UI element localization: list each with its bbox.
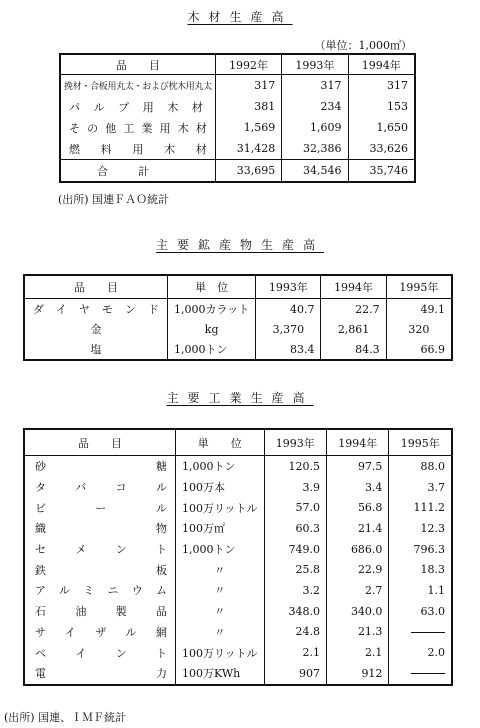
cell-unit: kg	[168, 319, 256, 339]
table-header-row	[60, 54, 415, 75]
cell-value: 1,609	[282, 117, 348, 138]
cell-value: 83.4	[256, 339, 321, 360]
cell-value: 88.0	[389, 456, 452, 477]
cell-unit: 100万リットル	[176, 642, 265, 663]
cell-unit: 1,000トン	[168, 339, 256, 360]
table-row	[24, 456, 452, 477]
cell-value: 18.3	[389, 559, 452, 580]
cell-value	[389, 622, 452, 643]
row-label: セメント	[24, 539, 176, 560]
col-header: 1992年	[215, 54, 281, 75]
cell-value: 153	[348, 96, 415, 117]
table-header-row	[24, 275, 452, 299]
industry-table	[23, 428, 453, 686]
cell-value: 25.8	[264, 559, 326, 580]
timber-title: 木材生産高	[187, 10, 293, 24]
row-label: サイザル網	[24, 622, 176, 643]
row-label: パルプ用木材	[60, 96, 215, 117]
cell-value: 60.3	[264, 518, 326, 539]
industry-title: 主要工業生産高	[166, 391, 314, 405]
cell-value: 3.4	[327, 477, 389, 498]
table-row	[24, 642, 452, 663]
row-label: 石油製品	[24, 601, 176, 622]
cell-value: 32,386	[282, 138, 348, 160]
table-row	[24, 319, 452, 339]
cell-value	[389, 663, 452, 685]
cell-value: 1,569	[215, 117, 281, 138]
cell-unit: 100万㎡	[176, 518, 265, 539]
row-label: 鉄板	[24, 559, 176, 580]
total-row	[60, 160, 415, 183]
table-row	[60, 75, 415, 97]
cell-unit: 〃	[176, 622, 265, 643]
cell-value: 24.8	[264, 622, 326, 643]
cell-value: 63.0	[389, 601, 452, 622]
col-header: 1994年	[321, 275, 386, 299]
cell-unit: 〃	[176, 559, 265, 580]
cell-value: 22.7	[321, 299, 386, 320]
cell-value: 3.7	[389, 477, 452, 498]
col-header: 単 位	[176, 429, 265, 456]
cell-value: 749.0	[264, 539, 326, 560]
col-header: 1994年	[327, 429, 389, 456]
cell-value: 2.0	[389, 642, 452, 663]
cell-value: 1,650	[348, 117, 415, 138]
col-header: 単 位	[168, 275, 256, 299]
table-row	[24, 559, 452, 580]
cell-value: 56.8	[327, 497, 389, 518]
col-header: 品 目	[24, 429, 176, 456]
cell-value: 912	[327, 663, 389, 685]
table-row	[24, 663, 452, 685]
cell-value: 381	[215, 96, 281, 117]
table-row	[60, 138, 415, 160]
timber-source: (出所) 国連ＦＡＯ統計	[58, 193, 170, 206]
row-label: 燃料用木材	[60, 138, 215, 160]
cell-value: 49.1	[386, 299, 452, 320]
cell-value: 2.1	[327, 642, 389, 663]
cell-unit: 1,000カラット	[168, 299, 256, 320]
cell-value: 348.0	[264, 601, 326, 622]
cell-value: 33,626	[348, 138, 415, 160]
cell-value: 2.7	[327, 580, 389, 601]
cell-value: 686.0	[327, 539, 389, 560]
col-header: 1995年	[389, 429, 452, 456]
cell-value: 22.9	[327, 559, 389, 580]
row-label: 電力	[24, 663, 176, 685]
table-header-row	[24, 429, 452, 456]
cell-unit: 100万リットル	[176, 497, 265, 518]
row-label: 塩	[24, 339, 168, 360]
row-label: ビール	[24, 497, 176, 518]
row-label: 挽材・合板用丸太・および枕木用丸太	[60, 75, 215, 97]
cell-value: 21.3	[327, 622, 389, 643]
no-data-dash	[411, 632, 445, 633]
row-label: ダイヤモンド	[24, 299, 168, 320]
table-row	[60, 117, 415, 138]
col-header: 1993年	[282, 54, 348, 75]
cell-unit: 〃	[176, 580, 265, 601]
table-row	[24, 477, 452, 498]
cell-value: 97.5	[327, 456, 389, 477]
row-label: その他工業用木材	[60, 117, 215, 138]
cell-value: 317	[282, 75, 348, 97]
table-row	[24, 580, 452, 601]
row-label: タバコル	[24, 477, 176, 498]
cell-value: 234	[282, 96, 348, 117]
cell-value: 21.4	[327, 518, 389, 539]
cell-value: 12.3	[389, 518, 452, 539]
table-row	[60, 96, 415, 117]
cell-value: 33,695	[215, 160, 281, 183]
table-row	[24, 518, 452, 539]
table-row	[24, 339, 452, 360]
row-label: 織物	[24, 518, 176, 539]
cell-value: 1.1	[389, 580, 452, 601]
col-header: 品 目	[24, 275, 168, 299]
cell-unit: 100万本	[176, 477, 265, 498]
cell-unit: 1,000トン	[176, 456, 265, 477]
no-data-dash	[411, 673, 445, 674]
cell-value: 57.0	[264, 497, 326, 518]
row-label: 合計	[60, 160, 215, 183]
col-header: 品 目	[60, 54, 215, 75]
cell-value: 796.3	[389, 539, 452, 560]
cell-unit: 〃	[176, 601, 265, 622]
row-label: 砂糖	[24, 456, 176, 477]
cell-value: 320	[386, 319, 452, 339]
cell-value: 111.2	[389, 497, 452, 518]
col-header: 1995年	[386, 275, 452, 299]
col-header: 1993年	[264, 429, 326, 456]
table-row	[24, 497, 452, 518]
cell-value: 317	[348, 75, 415, 97]
industry-source: (出所) 国連、ＩＭＦ統計	[4, 711, 127, 724]
cell-value: 3,370	[256, 319, 321, 339]
row-label: ペイント	[24, 642, 176, 663]
cell-value: 2,861	[321, 319, 386, 339]
cell-value: 3.9	[264, 477, 326, 498]
table-row	[24, 539, 452, 560]
col-header: 1994年	[348, 54, 415, 75]
cell-value: 317	[215, 75, 281, 97]
cell-value: 3.2	[264, 580, 326, 601]
cell-value: 84.3	[321, 339, 386, 360]
cell-value: 34,546	[282, 160, 348, 183]
cell-unit: 100万KWh	[176, 663, 265, 685]
table-row	[24, 622, 452, 643]
cell-value: 31,428	[215, 138, 281, 160]
minerals-table	[23, 274, 453, 361]
table-row	[24, 601, 452, 622]
cell-value: 40.7	[256, 299, 321, 320]
timber-unit-note: （単位：1,000㎥）	[314, 39, 412, 52]
row-label: アルミニウム	[24, 580, 176, 601]
cell-value: 35,746	[348, 160, 415, 183]
cell-value: 907	[264, 663, 326, 685]
timber-table	[59, 53, 416, 183]
row-label: 金	[24, 319, 168, 339]
cell-value: 2.1	[264, 642, 326, 663]
table-row	[24, 299, 452, 320]
cell-unit: 1,000トン	[176, 539, 265, 560]
col-header: 1993年	[256, 275, 321, 299]
cell-value: 66.9	[386, 339, 452, 360]
cell-value: 340.0	[327, 601, 389, 622]
cell-value: 120.5	[264, 456, 326, 477]
minerals-title: 主要鉱産物生産高	[155, 238, 324, 252]
